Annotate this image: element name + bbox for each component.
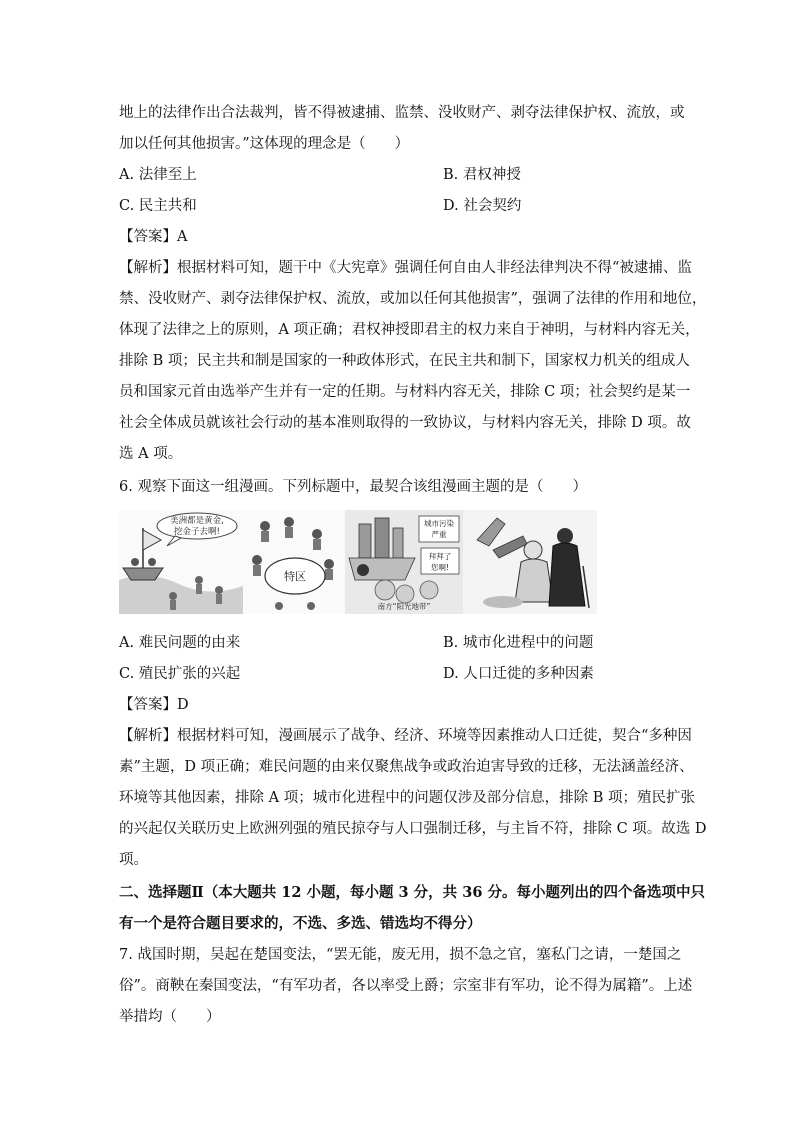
q6-option-c: C. 殖民扩张的兴起	[119, 666, 241, 682]
q5-option-b: B. 君权神授	[443, 167, 521, 183]
special-zone-label: 特区	[284, 570, 306, 583]
q5-option-c: C. 民主共和	[119, 198, 197, 214]
q5-analysis-line-2: 禁、没收财产、剥夺法律保护权、流放，或加以任何其他损害”，强调了法律的作用和地位，	[119, 291, 707, 307]
farewell-line-1: 拜拜了	[428, 552, 452, 561]
comic-panel-special-zone	[243, 510, 345, 614]
q6-analysis-line-4: 的兴起仅关联历史上欧洲列强的殖民掠夺与人口强制迁移，与主旨不符，排除 C 项。故选 D	[119, 821, 707, 837]
q5-analysis-line-5: 员和国家元首由选举产生并有一定的任期。与材料内容无关，排除 C 项；社会契约是某一	[119, 384, 691, 400]
q5-analysis-line-4: 排除 B 项；民主共和制是国家的一种政体形式，在民主共和制下，国家权力机关的组成人	[119, 353, 690, 369]
q6-analysis-line-3: 环境等其他因素，排除 A 项；城市化进程中的问题仅涉及部分信息，排除 B 项；殖民扩张	[119, 790, 696, 806]
q5-answer: 【答案】A	[119, 229, 188, 245]
q6-analysis-line-5: 项。	[119, 852, 148, 868]
bubble-gold-line-2: 挖金子去啊!	[174, 527, 220, 537]
comic-panel-refugees	[463, 510, 597, 614]
section-heading-line-1: 二、选择题Ⅱ（本大题共 12 小题，每小题 3 分，共 36 分。每小题列出的四个备选项中只	[119, 884, 705, 901]
q5-analysis-line-1: 【解析】根据材料可知，题干中《大宪章》强调任何自由人非经法律判决不得“被逮捕、监	[119, 260, 692, 276]
q6-option-a: A. 难民问题的由来	[119, 635, 241, 651]
q7-stem-line-1: 7. 战国时期，吴起在楚国变法，“罢无能，废无用，损不急之官，塞私门之请，一楚国之	[119, 947, 682, 963]
bubble-gold-line-1: 美洲都是黄金,	[170, 516, 224, 526]
q5-option-d: D. 社会契约	[443, 198, 522, 214]
q5-analysis-line-7: 选 A 项。	[119, 446, 183, 462]
q7-stem-line-2: 俗”。商鞅在秦国变法，“有军功者，各以率受上爵；宗室非有军功，论不得为属籍”。上述	[119, 978, 693, 994]
q6-answer: 【答案】D	[119, 697, 189, 713]
refugees-illustration	[463, 510, 597, 614]
section-heading-line-2: 有一个是符合题目要求的，不选、多选、错选均不得分）	[119, 915, 482, 932]
city-pollution-line-2: 严重	[431, 530, 447, 539]
special-zone-illustration	[243, 510, 345, 614]
q5-option-a: A. 法律至上	[119, 167, 197, 183]
q6-option-b: B. 城市化进程中的问题	[443, 635, 594, 651]
comic-panel-city-pollution	[345, 510, 463, 614]
q5-analysis-line-3: 体现了法律之上的原则，A 项正确；君权神授即君主的权力来自于神明，与材料内容无关，	[119, 322, 700, 338]
q6-option-d: D. 人口迁徙的多种因素	[443, 666, 594, 682]
q5-analysis-line-6: 社会全体成员就该社会行动的基本准则取得的一致协议，与材料内容无关，排除 D 项。故	[119, 415, 691, 431]
q6-stem: 6. 观察下面这一组漫画。下列标题中，最契合该组漫画主题的是（ ）	[119, 479, 587, 495]
q6-analysis-line-2: 素”主题，D 项正确；难民问题的由来仅聚焦战争或政治迫害导致的迁移，无法涵盖经济、	[119, 759, 694, 775]
sunbelt-caption: 南方“阳光地带”	[377, 602, 431, 611]
q6-analysis-line-1: 【解析】根据材料可知，漫画展示了战争、经济、环境等因素推动人口迁徙，契合“多种因	[119, 728, 692, 744]
q7-stem-line-3: 举措均（ ）	[119, 1009, 221, 1025]
q5-stem-line-1: 地上的法律作出合法裁判，皆不得被逮捕、监禁、没收财产、剥夺法律保护权、流放，或	[119, 105, 685, 121]
comic-panel-gold-rush	[119, 510, 243, 614]
city-pollution-line-1: 城市污染	[424, 519, 454, 528]
gold-rush-illustration	[119, 510, 243, 614]
city-pollution-illustration	[345, 510, 463, 614]
comic-strip	[119, 510, 597, 614]
q5-stem-line-2: 加以任何其他损害。”这体现的理念是（ ）	[119, 136, 410, 152]
farewell-line-2: 您啊!	[430, 563, 450, 572]
